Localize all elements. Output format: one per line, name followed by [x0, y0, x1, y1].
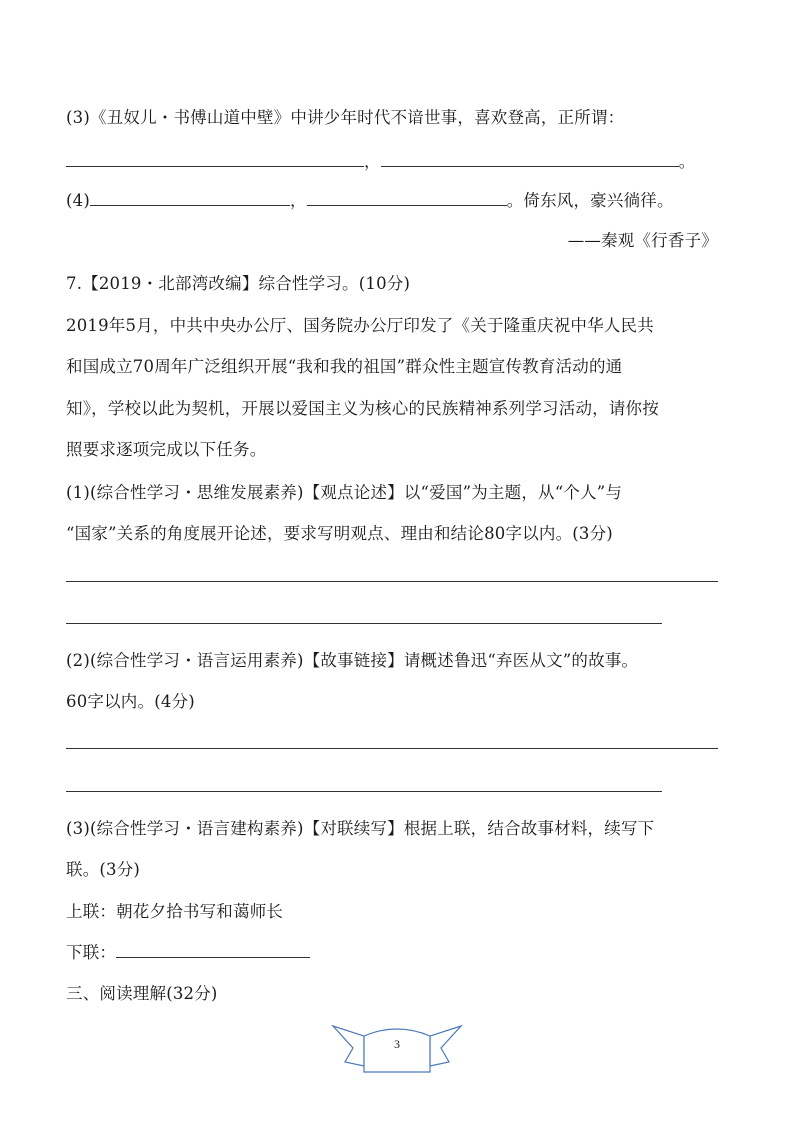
- answer-blank[interactable]: [307, 189, 507, 206]
- answer-line[interactable]: [66, 791, 662, 792]
- q6-4-line: (4) ， 。倚东风，豪兴徜徉。: [66, 191, 674, 210]
- answer-line[interactable]: [66, 623, 662, 624]
- q6-3-answer-line: ， 。: [66, 150, 695, 174]
- q7-intro-line-3: 知》，学校以此为契机，开展以爱国主义为核心的民族精神系列学习活动，请你按: [66, 399, 659, 418]
- answer-line[interactable]: [66, 748, 718, 749]
- couplet-lower-line: 下联：: [66, 941, 310, 965]
- q7-intro-line-2: 和国成立70周年广泛组织开展“我和我的祖国”群众性主题宣传教育活动的通: [66, 357, 623, 376]
- q7-sub2-line-1: (2)(综合性学习・语言运用素养)【故事链接】请概述鲁迅“弃医从文”的故事。: [66, 651, 639, 670]
- answer-line[interactable]: [66, 581, 718, 582]
- q7-sub3-line-2: 联。(3分): [66, 860, 141, 879]
- answer-blank[interactable]: [66, 150, 364, 167]
- section-3-heading: 三、阅读理解(32分): [66, 984, 218, 1003]
- q7-sub1-line-2: “国家”关系的角度展开论述，要求写明观点、理由和结论80字以内。(3分): [66, 524, 613, 543]
- q7-intro-line-1: 2019年5月，中共中央办公厅、国务院办公厅印发了《关于隆重庆祝中华人民共: [66, 316, 654, 335]
- q7-sub3-line-1: (3)(综合性学习・语言建构素养)【对联续写】根据上联，结合故事材料，续写下: [66, 819, 655, 838]
- q6-4-source: ——秦观《行香子》: [567, 231, 718, 250]
- couplet-upper: 上联：朝花夕拾书写和蔼师长: [66, 902, 284, 921]
- q7-sub2-line-2: 60字以内。(4分): [66, 692, 195, 711]
- answer-blank[interactable]: [116, 941, 310, 958]
- answer-blank[interactable]: [381, 150, 679, 167]
- q7-title: 7.【2019・北部湾改编】综合性学习。(10分): [66, 274, 411, 293]
- q7-intro-line-4: 照要求逐项完成以下任务。: [66, 440, 267, 459]
- q6-3-prompt: (3)《丑奴儿・书傅山道中壁》中讲少年时代不谙世事，喜欢登高，正所谓：: [66, 108, 625, 127]
- q7-sub1-line-1: (1)(综合性学习・思维发展素养)【观点论述】以“爱国”为主题，从“个人”与: [66, 483, 623, 502]
- page-number: 3: [394, 1037, 400, 1051]
- answer-blank[interactable]: [90, 189, 290, 206]
